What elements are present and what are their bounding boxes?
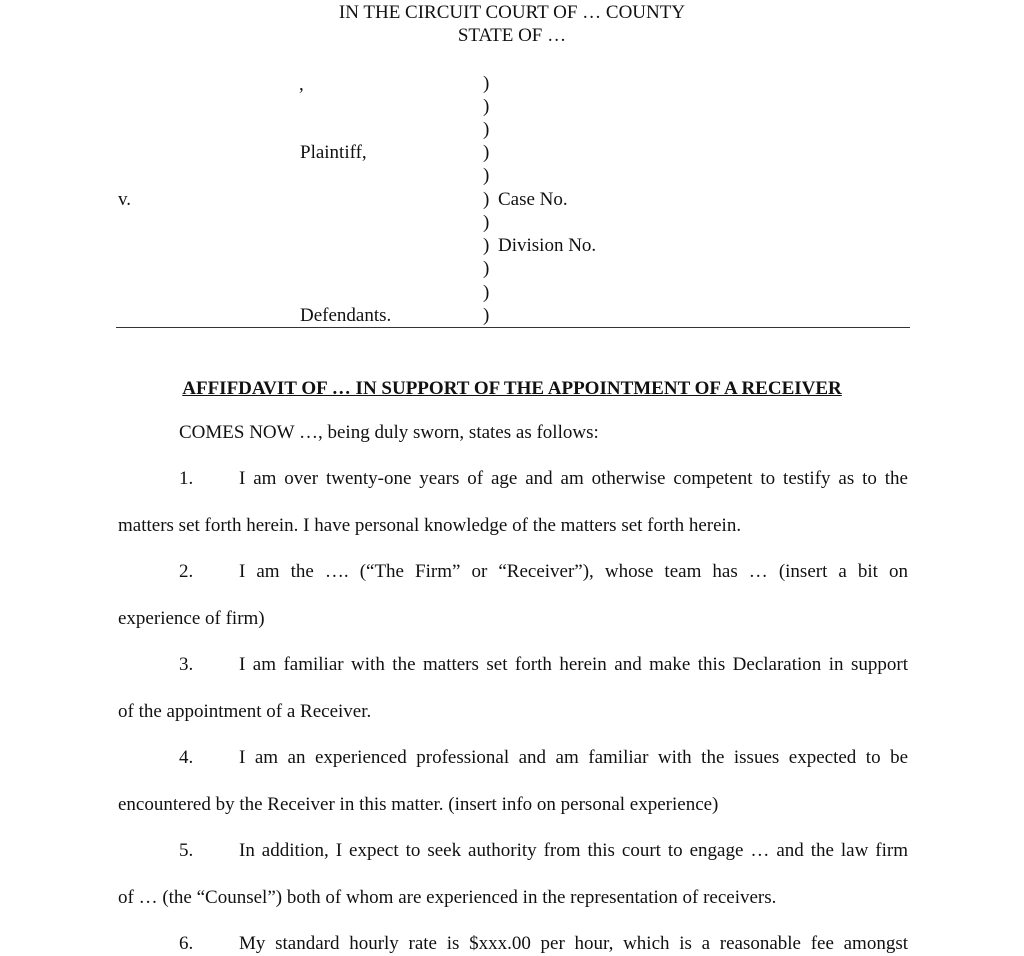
caption-paren: ): [483, 96, 490, 117]
paragraph-line: In addition, I expect to seek authority from this court to engage … and the law firm: [239, 840, 908, 861]
case-number-label: Case No.: [498, 189, 568, 210]
paragraph-number: 1.: [179, 468, 194, 489]
caption-paren: ): [483, 212, 490, 233]
document-title: AFFIFDAVIT OF … IN SUPPORT OF THE APPOINTMENT OF A RECEIVER: [182, 378, 842, 399]
paragraph-line: of the appointment of a Receiver.: [118, 701, 372, 722]
plaintiff-name-placeholder: ,: [299, 74, 304, 95]
paragraph-number: 2.: [179, 561, 194, 582]
paragraph-line: of … (the “Counsel”) both of whom are experienced in the representation of receivers.: [118, 887, 777, 908]
paragraph-line: My standard hourly rate is $xxx.00 per hour, which is a reasonable fee amongst: [239, 933, 908, 954]
defendants-label: Defendants.: [300, 305, 392, 326]
paragraph-line: I am an experienced professional and am familiar with the issues expected to be: [239, 747, 908, 768]
state-heading: STATE OF …: [457, 25, 567, 46]
paragraph-number: 5.: [179, 840, 194, 861]
division-number-label: Division No.: [498, 235, 597, 256]
plaintiff-label: Plaintiff,: [300, 142, 367, 163]
caption-divider: [116, 327, 910, 328]
court-heading: IN THE CIRCUIT COURT OF … COUNTY: [338, 2, 686, 23]
paragraph-line: I am familiar with the matters set forth herein and make this Declaration in support: [239, 654, 908, 675]
caption-paren: ): [483, 73, 490, 94]
paragraph-number: 3.: [179, 654, 194, 675]
caption-paren: ): [483, 119, 490, 140]
paragraph-line: experience of firm): [118, 608, 265, 629]
paragraph-line: encountered by the Receiver in this matter. (insert info on personal experience): [118, 794, 719, 815]
caption-paren: ): [483, 305, 490, 326]
paragraph-number: 6.: [179, 933, 194, 954]
paragraph-number: 4.: [179, 747, 194, 768]
paragraph-line: I am over twenty-one years of age and am otherwise competent to testify as to the: [239, 468, 908, 489]
caption-paren: ): [483, 235, 490, 256]
paragraph-line: I am the …. (“The Firm” or “Receiver”), whose team has … (insert a bit on: [239, 561, 908, 582]
caption-paren: ): [483, 282, 490, 303]
caption-paren: ): [483, 165, 490, 186]
intro-statement: COMES NOW …, being duly sworn, states as follows:: [179, 422, 599, 443]
versus-label: v.: [118, 189, 132, 210]
paragraph-line: matters set forth herein. I have personal knowledge of the matters set forth herein.: [118, 515, 742, 536]
caption-paren: ): [483, 189, 490, 210]
caption-paren: ): [483, 142, 490, 163]
caption-paren: ): [483, 258, 490, 279]
